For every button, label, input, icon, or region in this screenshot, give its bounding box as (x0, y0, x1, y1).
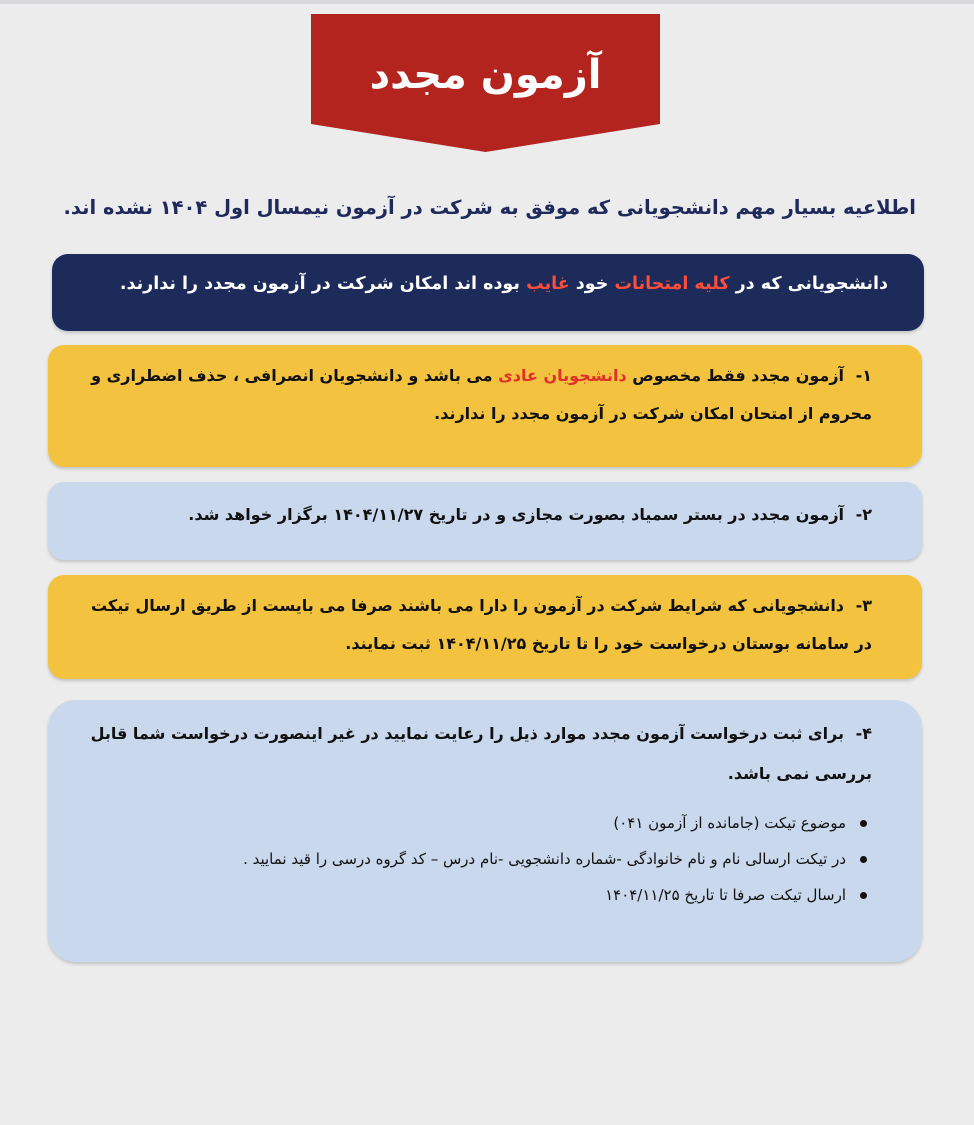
item-2-number: ۲- (855, 505, 872, 524)
item-2-body: آزمون مجدد در بستر سمیاد بصورت مجازی و در تاریخ ۱۴۰۴/۱۱/۲۷ برگزار خواهد شد. (188, 505, 845, 524)
item-4-number: ۴- (855, 724, 872, 743)
item-box-3 (48, 575, 922, 679)
ticket-requirements-list (48, 812, 922, 906)
absent-notice-highlight-absent: غایب (526, 274, 570, 294)
bullet-ticket-details: در تیکت ارسالی نام و نام خانوادگی -شماره دانشجویی -نام درس – کد گروه درسی را قید نمایید . (243, 850, 846, 868)
banner-title: آزمون مجدد (369, 52, 602, 98)
bullet-icon (860, 892, 867, 899)
item-3-text (48, 575, 922, 663)
list-item (78, 812, 867, 834)
absent-notice-part3: بوده اند امکان شرکت در آزمون مجدد را ندارند. (119, 274, 527, 294)
top-divider (0, 0, 974, 4)
bullet-ticket-subject: موضوع تیکت (جامانده از آزمون ۰۴۱) (613, 814, 846, 832)
page-headline: اطلاعیه بسیار مهم دانشجویانی که موفق به شرکت در آزمون نیمسال اول ۱۴۰۴ نشده اند. (63, 196, 916, 219)
item-2-text (48, 488, 922, 534)
bullet-icon (860, 820, 867, 827)
item-1-text (48, 345, 922, 433)
item-1-highlight: دانشجویان عادی (498, 366, 627, 385)
title-banner (311, 14, 660, 152)
item-4-body: برای ثبت درخواست آزمون مجدد موارد ذیل را رعایت نمایید در غیر اینصورت درخواست شما قابل بررسی نمی باشد. (90, 724, 872, 783)
absent-notice-part1: دانشجویانی که در (729, 274, 888, 294)
absent-notice-highlight-all-exams: کلیه امتحانات (614, 274, 730, 294)
item-3-body: دانشجویانی که شرایط شرکت در آزمون را دارا می باشند صرفا می بایست از طریق ارسال تیکت در سامانه بوستان درخواست خود را تا تاریخ ۱۴۰۴/۱۱/۲۵ ثبت نمایند. (90, 596, 872, 653)
absent-notice-box (52, 254, 924, 331)
item-1-text-before: آزمون مجدد فقط مخصوص (626, 366, 845, 385)
item-box-4 (48, 700, 922, 962)
list-item (78, 884, 867, 906)
item-4-text (48, 700, 922, 794)
absent-notice-text (120, 274, 888, 294)
bullet-ticket-deadline: ارسال تیکت صرفا تا تاریخ ۱۴۰۴/۱۱/۲۵ (605, 886, 846, 904)
list-item (78, 848, 867, 870)
item-box-2 (48, 482, 922, 560)
absent-notice-part2: خود (569, 274, 615, 294)
item-box-1 (48, 345, 922, 467)
bullet-icon (860, 856, 867, 863)
item-3-number: ۳- (855, 596, 872, 615)
item-1-number: ۱- (855, 366, 872, 385)
item-1-text-after: می باشد و دانشجویان انصرافی ، حذف اضطراری و محروم از امتحان امکان شرکت در آزمون مجدد را ندارند. (91, 366, 872, 423)
